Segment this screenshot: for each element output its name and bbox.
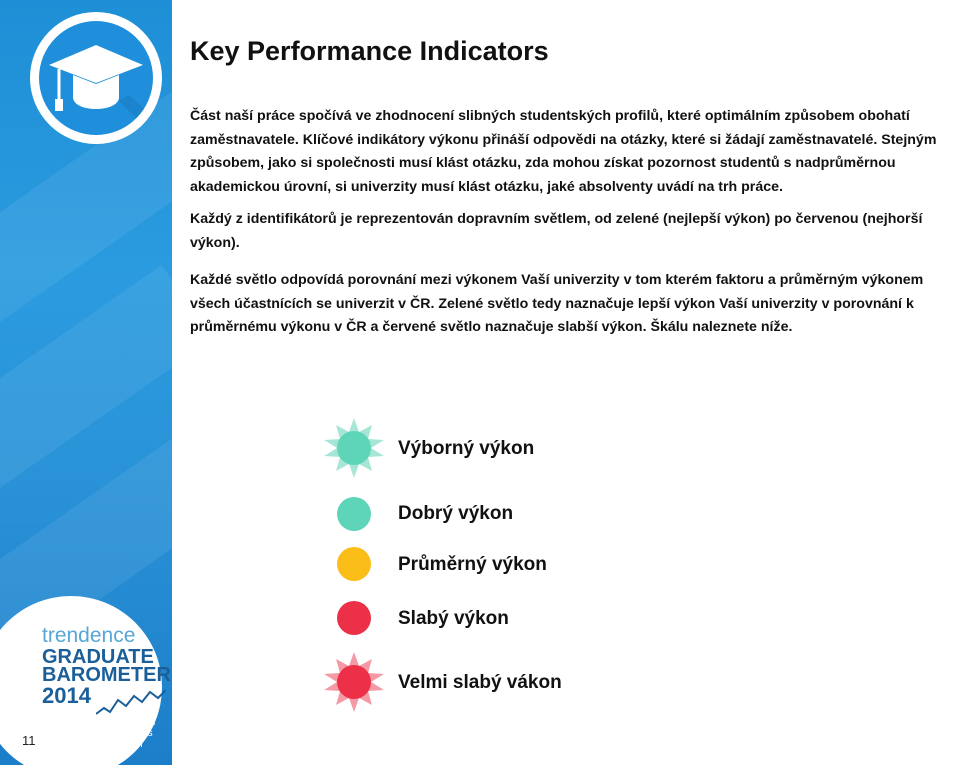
average-light-icon	[318, 534, 390, 594]
paragraph-traffic-light: Každý z identifikátorů je reprezentován dopravním světlem, od zelené (nejlepší výkon) po červenou (nejhorší výkon).	[190, 211, 923, 251]
trend-line-icon	[96, 690, 166, 720]
sidebar	[0, 0, 172, 765]
legend-item-average	[318, 534, 678, 594]
edition-label: European Business Edition	[112, 717, 156, 750]
very-weak-light-icon	[318, 652, 390, 712]
page-number: 11	[22, 733, 36, 748]
logo-badge	[30, 12, 162, 144]
brand-line-4: 2014	[42, 683, 91, 708]
legend-label: Slabý výkon	[398, 608, 509, 629]
weak-light-icon	[318, 588, 390, 648]
excellent-light-icon	[318, 418, 390, 478]
legend-item-very-weak	[318, 652, 678, 712]
brand-line-2: GRADUATE	[42, 646, 154, 668]
page-title: Key Performance Indicators	[190, 36, 549, 66]
paragraph-comparison: Každé světlo odpovídá porovnání mezi výkonem Vaší univerzity v tom kterém faktoru a průměrným výkonem všech účastnících se univerzit v ČR. Zelené světlo tedy naznačuje lepší výkon Vaší univerzity v porovnání k průměrnému výkonu v ČR a červené světlo naznačuje slabší výkon. Škálu naleznete níže.	[190, 272, 924, 335]
legend-label: Dobrý výkon	[398, 503, 514, 524]
legend-label: Velmi slabý vákon	[398, 672, 562, 693]
legend-item-excellent	[318, 418, 678, 478]
brand-line-1: trendence	[42, 624, 136, 647]
paragraph-intro: Část naší práce spočívá ve zhodnocení slibných studentských profilů, které optimálním způsobem obohatí zaměstnavatele. Klíčové indikátory výkonu přináší odpovědi na otázky, které si žádají zaměstnavatelé. Stejným způsobem, jako si společnosti musí klást otázku, zda mohou získat pozornost studentů s nadprůměrnou akademickou úrovní, si univerzity musí klást otázku, jaké absolventy uvádí na trh práce.	[190, 108, 937, 195]
legend-item-weak	[318, 588, 678, 648]
brand-line-3: BAROMETER	[42, 664, 171, 686]
legend-label: Výborný výkon	[398, 438, 535, 459]
graduation-cap-icon	[39, 21, 153, 135]
legend-label: Průměrný výkon	[398, 554, 547, 575]
